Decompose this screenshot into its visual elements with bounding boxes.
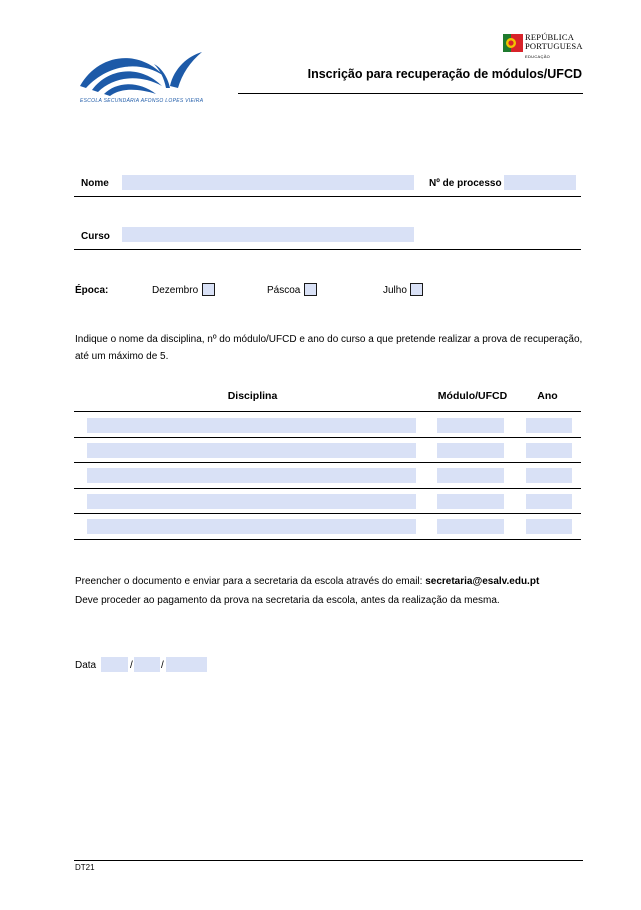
row-divider [74, 462, 581, 463]
curso-label: Curso [81, 231, 110, 242]
submit-instructions [75, 576, 539, 587]
epoca-dezembro-checkbox[interactable] [202, 283, 215, 296]
payment-instructions: Deve proceder ao pagamento da prova na secretaria da escola, antes da realização da mesma. [75, 595, 500, 606]
row-divider [74, 539, 581, 540]
modulo-input[interactable] [437, 443, 504, 458]
table-header-disciplina: Disciplina [227, 390, 278, 402]
disciplina-input[interactable] [87, 443, 416, 458]
curso-input[interactable] [122, 227, 414, 242]
table-header-modulo: Módulo/UFCD [437, 390, 508, 402]
modulo-input[interactable] [437, 468, 504, 483]
epoca-option-julho-label: Julho [383, 285, 407, 296]
date-month-input[interactable] [134, 657, 160, 672]
date-label: Data [75, 660, 97, 671]
government-logo [503, 32, 583, 62]
epoca-label: Época: [75, 285, 109, 296]
disciplina-input[interactable] [87, 468, 416, 483]
disciplina-input[interactable] [87, 494, 416, 509]
submit-instructions-text: Preencher o documento e enviar para a secretaria da escola através do email: [75, 576, 426, 587]
date-separator: / [130, 660, 133, 671]
ano-input[interactable] [526, 494, 572, 509]
date-separator: / [161, 660, 164, 671]
gov-name-line1: REPÚBLICA [525, 32, 575, 42]
instructions-line1: Indique o nome da disciplina, nº do módulo/UFCD e ano do curso a que pretende realizar a prova de recuperação, [75, 334, 583, 345]
epoca-pascoa-checkbox[interactable] [304, 283, 317, 296]
disciplina-input[interactable] [87, 418, 416, 433]
table-header-ano: Ano [537, 390, 558, 402]
page-title: Inscrição para recuperação de módulos/UFCD [307, 67, 582, 81]
modulo-input[interactable] [437, 519, 504, 534]
modulo-input[interactable] [437, 418, 504, 433]
school-name: ESCOLA SECUNDÁRIA AFONSO LOPES VIEIRA [80, 98, 204, 104]
ano-input[interactable] [526, 468, 572, 483]
gov-name-line2: PORTUGUESA [525, 41, 583, 51]
epoca-option-pascoa-label: Páscoa [267, 285, 301, 296]
row-divider [74, 513, 581, 514]
gov-department: EDUCAÇÃO [525, 54, 551, 59]
title-divider [238, 93, 583, 94]
curso-divider [74, 249, 581, 250]
footer-divider [74, 860, 583, 861]
disciplina-input[interactable] [87, 519, 416, 534]
epoca-option-dezembro-label: Dezembro [152, 285, 199, 296]
table-header-divider [74, 411, 581, 412]
instructions-line2: até um máximo de 5. [75, 351, 169, 362]
school-logo-icon [78, 46, 206, 98]
ano-input[interactable] [526, 418, 572, 433]
nome-input[interactable] [122, 175, 414, 190]
coat-of-arms-icon [503, 32, 523, 54]
row-divider [74, 437, 581, 438]
processo-input[interactable] [504, 175, 576, 190]
secretaria-email[interactable]: secretaria@esalv.edu.pt [425, 576, 540, 587]
nome-label: Nome [81, 178, 109, 189]
date-year-input[interactable] [166, 657, 207, 672]
modulo-input[interactable] [437, 494, 504, 509]
nome-divider [74, 196, 581, 197]
document-code: DT21 [75, 863, 95, 872]
ano-input[interactable] [526, 443, 572, 458]
row-divider [74, 488, 581, 489]
date-day-input[interactable] [101, 657, 128, 672]
ano-input[interactable] [526, 519, 572, 534]
processo-label: Nº de processo [429, 178, 502, 189]
epoca-julho-checkbox[interactable] [410, 283, 423, 296]
